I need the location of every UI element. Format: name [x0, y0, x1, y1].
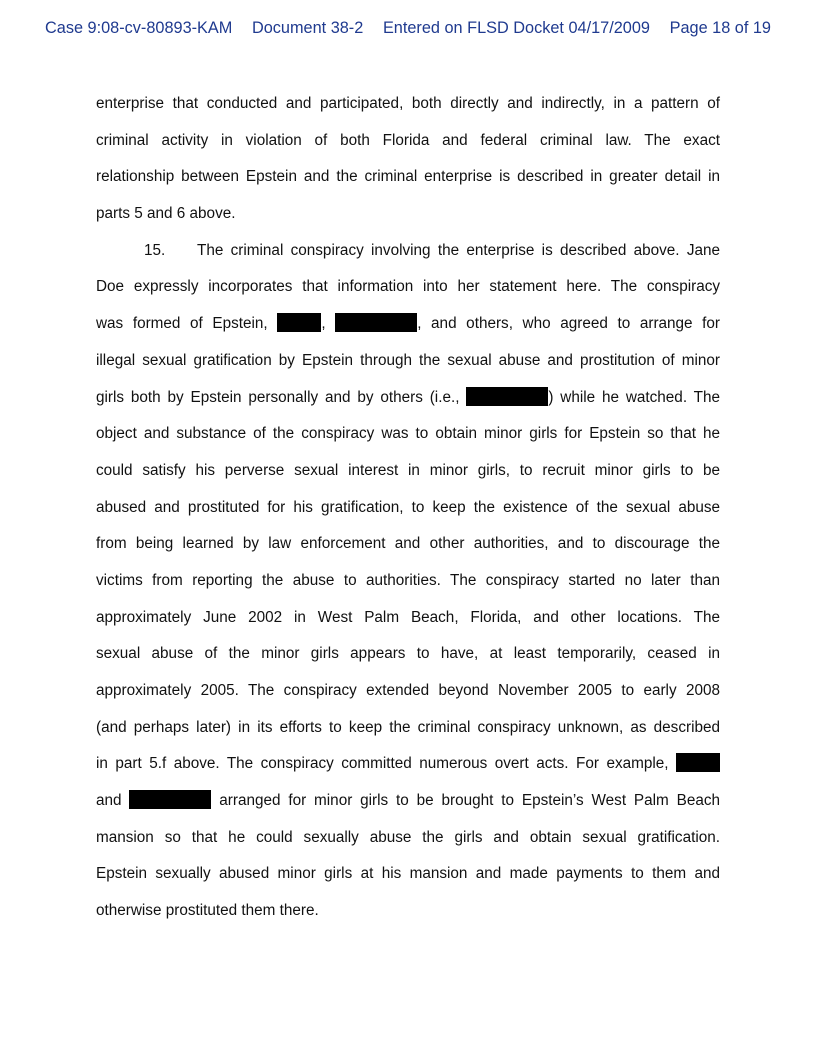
text-line: sexual abuse of the minor girls appears to have, at least temporarily, ceased in: [96, 645, 720, 663]
text-line: enterprise that conducted and participated, both directly and indirectly, in a pattern of: [96, 95, 720, 112]
text-line: Epstein sexually abused minor girls at his mansion and made payments to them and: [96, 865, 720, 883]
document-number: Document 38-2: [251, 18, 364, 37]
text-line: could satisfy his perverse sexual interest in minor girls, to recruit minor girls to be: [96, 461, 720, 479]
text-span: was formed of Epstein,: [96, 315, 268, 333]
redaction-box: [277, 313, 321, 332]
text-line: approximately 2005. The conspiracy extended beyond November 2005 to early 2008: [96, 682, 720, 699]
text-line: Doe expressly incorporates that information into her statement here. The conspiracy: [96, 278, 720, 296]
text-line: relationship between Epstein and the criminal enterprise is described in greater detail in: [96, 168, 720, 186]
text-line: (and perhaps later) in its efforts to keep the criminal conspiracy unknown, as described: [96, 718, 720, 736]
case-number: Case 9:08-cv-80893-KAM: [45, 18, 233, 37]
docket-entry: Entered on FLSD Docket 04/17/2009: [382, 18, 650, 37]
redaction-box: [466, 387, 548, 406]
paragraph-number: 15.: [144, 241, 166, 259]
text-line: approximately June 2002 in West Palm Beach, Florida, and other locations. The: [96, 608, 720, 626]
docket-header: [45, 16, 771, 40]
text-span: arranged for minor girls to be brought to Epstein’s West Palm Beach: [219, 792, 721, 810]
text-span: ) while he watched. The: [548, 388, 721, 406]
text-span: girls both by Epstein personally and by others (i.e.,: [96, 388, 460, 406]
text-line: otherwise prostituted them there.: [96, 902, 319, 920]
text-line: victims from reporting the abuse to authorities. The conspiracy started no later than: [96, 571, 720, 589]
text-line: illegal sexual gratification by Epstein through the sexual abuse and prostitution of minor: [96, 351, 720, 369]
text-span: , and others, who agreed to arrange for: [417, 315, 721, 333]
text-line: [96, 306, 720, 343]
text-span: The criminal conspiracy involving the enterprise is described above. Jane: [197, 241, 720, 259]
page-number: Page 18 of 19: [669, 18, 771, 37]
redaction-box: [676, 753, 720, 772]
text-line: object and substance of the conspiracy was to obtain minor girls for Epstein so that he: [96, 425, 720, 443]
text-line: mansion so that he could sexually abuse the girls and obtain sexual gratification.: [96, 828, 720, 846]
text-line: criminal activity in violation of both Florida and federal criminal law. The exact: [96, 131, 720, 149]
text-line: [96, 746, 720, 783]
redaction-box: [129, 790, 211, 809]
text-span: in part 5.f above. The conspiracy committed numerous overt acts. For example,: [96, 755, 669, 773]
paragraph-15-start: [96, 233, 720, 270]
text-span: ,: [321, 315, 326, 333]
redaction-box: [335, 313, 417, 332]
text-line: from being learned by law enforcement and other authorities, and to discourage the: [96, 535, 720, 553]
text-line: [96, 783, 720, 820]
text-span: and: [96, 792, 122, 810]
text-line: [96, 380, 720, 417]
text-line: parts 5 and 6 above.: [96, 205, 236, 223]
text-line: abused and prostituted for his gratification, to keep the existence of the sexual abuse: [96, 498, 720, 516]
document-body: [96, 86, 720, 930]
